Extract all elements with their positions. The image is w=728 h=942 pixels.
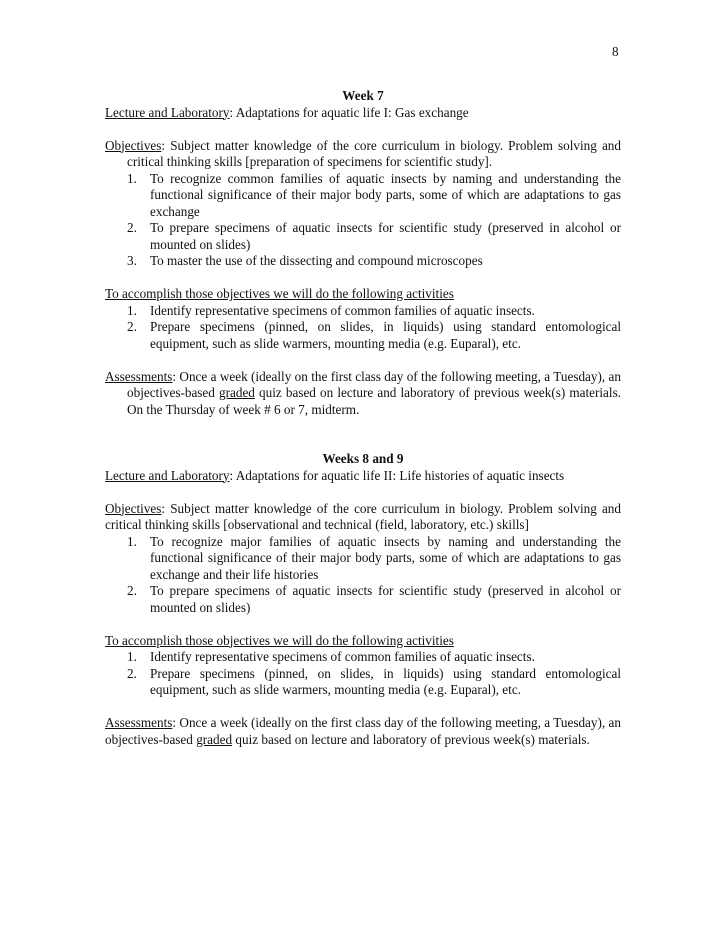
list-item — [105, 649, 621, 666]
week7-lecture-label: Lecture and Laboratory — [105, 104, 230, 120]
list-item-number: 3. — [127, 253, 137, 268]
list-item — [105, 666, 621, 699]
list-item — [105, 583, 621, 616]
weeks89-heading: Weeks 8 and 9 — [322, 451, 404, 466]
week7-activities-heading: To accomplish those objectives we will do the following activities — [105, 286, 454, 301]
page-content — [105, 88, 621, 748]
list-item — [105, 303, 621, 320]
week7-assessments-graded: graded — [219, 385, 255, 400]
list-item-text: To recognize major families of aquatic insects by naming and understanding the functional significance of their major body parts, some of which are adaptations to gas exchange and their life histories — [150, 533, 621, 582]
page-number: 8 — [612, 44, 619, 59]
list-item-number: 2. — [127, 583, 137, 598]
list-item-text: To prepare specimens of aquatic insects for scientific study (preserved in alcohol or mounted on slides) — [150, 583, 621, 615]
list-item-text: Identify representative specimens of common families of aquatic insects. — [150, 302, 535, 318]
weeks89-lecture-text: : Adaptations for aquatic life II: Life histories of aquatic insects — [229, 467, 565, 483]
list-item-number: 1. — [127, 533, 137, 549]
week7-heading: Week 7 — [342, 88, 384, 103]
week7-assessments-pre: : Once a week (ideally on the first class day of the following meeting, a Tuesday), an objectives-based — [127, 368, 621, 400]
list-item — [105, 534, 621, 584]
weeks89-objectives-text: : Subject matter knowledge of the core curriculum in biology. Problem solving and critical thinking skills [observational and technical (field, laboratory, etc.) skills] — [105, 500, 621, 532]
list-item-text: To master the use of the dissecting and compound microscopes — [150, 253, 483, 268]
list-item-text: To recognize common families of aquatic insects by naming and understanding the functional significance of their major body parts, some of which are adaptations to gas exchange — [150, 170, 621, 219]
list-item — [105, 253, 621, 270]
list-item — [105, 220, 621, 253]
weeks89-lecture-label: Lecture and Laboratory — [105, 467, 230, 483]
list-item-number: 2. — [127, 665, 137, 681]
week7-objectives — [105, 138, 621, 171]
list-item-text: Identify representative specimens of common families of aquatic insects. — [150, 649, 535, 664]
week7-objectives-text: : Subject matter knowledge of the core curriculum in biology. Problem solving and critical thinking skills [preparation of specimens for scientific study]. — [127, 137, 621, 169]
list-item — [105, 319, 621, 352]
list-item — [105, 171, 621, 221]
weeks89-assessments-pre: : Once a week (ideally on the first class day of the following meeting, a Tuesday), an objectives-based — [105, 715, 621, 747]
week7-assessments-post: quiz based on lecture and laboratory of previous week(s) materials. On the Thursday of week # 6 or 7, midterm. — [127, 385, 621, 417]
weeks89-assessments-label: Assessments — [105, 715, 173, 730]
week7-objectives-label: Objectives — [105, 137, 162, 153]
list-item-number: 1. — [127, 302, 137, 318]
weeks89-lecture-line — [105, 468, 621, 485]
list-item-text: To prepare specimens of aquatic insects for scientific study (preserved in alcohol or mounted on slides) — [150, 220, 621, 252]
weeks89-assessments-graded: graded — [196, 731, 233, 747]
week7-assessments — [105, 369, 621, 419]
list-item-number: 1. — [127, 170, 137, 186]
weeks89-objectives-label: Objectives — [105, 500, 162, 516]
list-item-number: 1. — [127, 649, 137, 664]
week7-lecture-line — [105, 105, 621, 122]
list-item-number: 2. — [127, 220, 137, 235]
list-item-number: 2. — [127, 319, 137, 334]
list-item-text: Prepare specimens (pinned, on slides, in liquids) using standard entomological equipment, such as slide warmers, mounting media (e.g. Euparal), etc. — [150, 665, 621, 697]
week7-lecture-text: : Adaptations for aquatic life I: Gas exchange — [229, 104, 469, 120]
weeks89-assessments-post: quiz based on lecture and laboratory of previous week(s) materials. — [232, 731, 590, 747]
week7-assessments-label: Assessments — [105, 368, 173, 384]
weeks89-objectives — [105, 501, 621, 534]
weeks89-assessments — [105, 715, 621, 748]
list-item-text: Prepare specimens (pinned, on slides, in liquids) using standard entomological equipment, such as slide warmers, mounting media (e.g. Euparal), etc. — [150, 319, 621, 351]
weeks89-activities-heading: To accomplish those objectives we will do the following activities — [105, 632, 454, 648]
